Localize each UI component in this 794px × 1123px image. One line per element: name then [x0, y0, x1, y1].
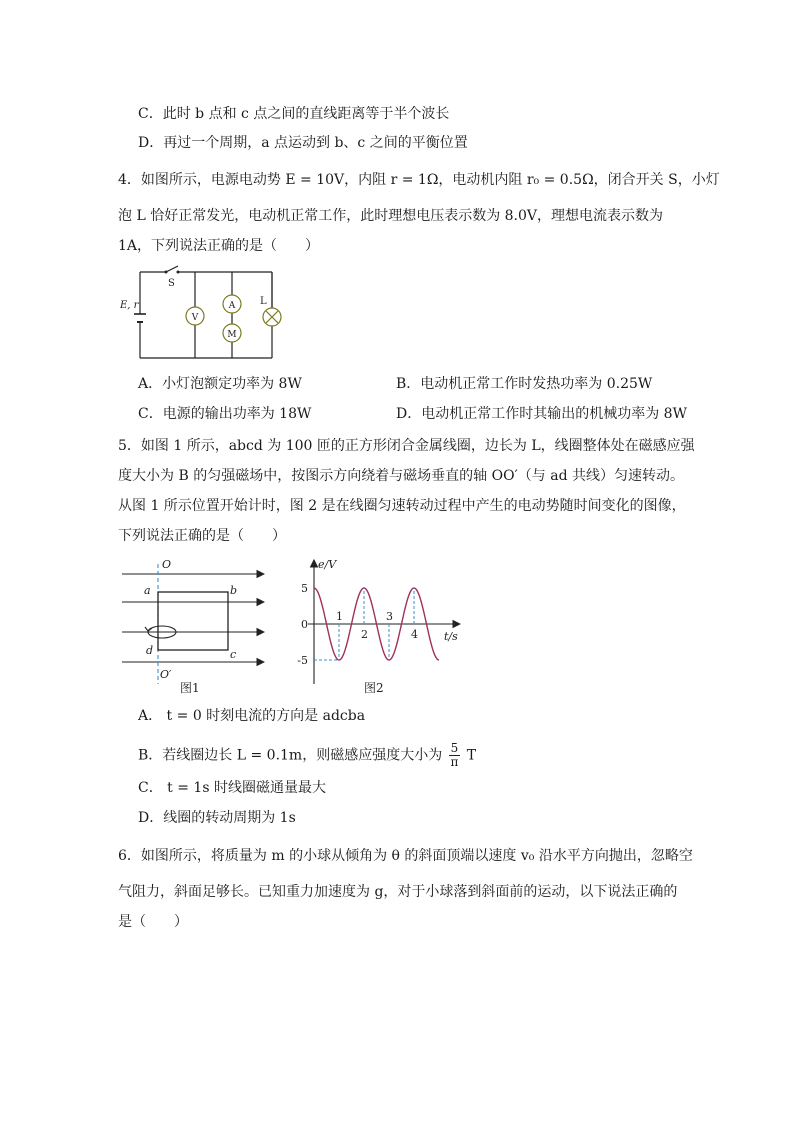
- label-b: b: [230, 584, 238, 597]
- q4-option-b: B．电动机正常工作时发热功率为 0.25W: [396, 376, 653, 392]
- q3-option-c: C．此时 b 点和 c 点之间的直线距离等于半个波长: [138, 106, 450, 122]
- x-tick-label-2: 2: [361, 628, 368, 641]
- q6-stem-line3: 是（ ）: [118, 914, 188, 930]
- label-switch: S: [168, 278, 175, 289]
- y-tick-label--5: -5: [297, 654, 308, 667]
- q5-stem-line3: 从图 1 所示位置开始计时，图 2 是在线圈匀速转动过程中产生的电动势随时间变化的图像，: [118, 498, 686, 514]
- q4-option-a: A．小灯泡额定功率为 8W: [138, 376, 302, 392]
- figure2-caption: 图2: [364, 681, 384, 695]
- y-tick-label-5: 5: [301, 582, 308, 595]
- x-axis-label: t/s: [444, 630, 458, 643]
- figure1-caption: 图1: [180, 681, 200, 695]
- label-ammeter: A: [228, 301, 236, 311]
- q3-option-d: D．再过一个周期，a 点运动到 b、c 之间的平衡位置: [138, 135, 468, 151]
- y-axis-label: e/V: [318, 558, 337, 571]
- q5-stem-line2: 度大小为 B 的匀强磁场中，按图示方向绕着与磁场垂直的轴 OO′（与 ad 共线）匀速转动。: [118, 468, 684, 484]
- q6-stem-line2: 气阻力，斜面足够长。已知重力加速度为 g，对于小球落到斜面前的运动，以下说法正确的: [118, 884, 678, 900]
- label-motor: M: [227, 330, 237, 340]
- q5-stem-line4: 下列说法正确的是（ ）: [118, 528, 286, 544]
- x-tick-label-4: 4: [411, 628, 418, 641]
- q6-stem-line1: 6．如图所示，将质量为 m 的小球从倾角为 θ 的斜面顶端以速度 v₀ 沿水平方向抛出，忽略空: [118, 848, 693, 864]
- q4-stem-line3: 1A，下列说法正确的是（ ）: [118, 238, 320, 254]
- q5-stem-line1: 5．如图 1 所示，abcd 为 100 匝的正方形闭合金属线圈，边长为 L，线圈整体处在磁感应强: [118, 438, 695, 454]
- q5-option-a: A． t = 0 时刻电流的方向是 adcba: [138, 708, 366, 724]
- q4-option-c: C．电源的输出功率为 18W: [138, 406, 312, 422]
- label-c: c: [230, 648, 237, 661]
- q5-option-b-text: B．若线圈边长 L = 0.1m，则磁感应强度大小为: [138, 747, 443, 764]
- label-lamp: L: [260, 296, 267, 307]
- q5-fraction: [449, 742, 461, 769]
- x-tick-label-1: 1: [336, 610, 343, 623]
- q5-option-b-unit: T: [466, 747, 477, 764]
- label-d: d: [146, 644, 154, 657]
- coil-square: [158, 592, 228, 650]
- label-a: a: [144, 584, 151, 597]
- label-O-prime: O′: [160, 668, 172, 681]
- q4-option-d: D．电动机正常工作时其输出的机械功率为 8W: [396, 406, 687, 422]
- label-voltmeter: V: [191, 313, 199, 323]
- q5-fraction-numerator: 5: [450, 741, 459, 755]
- q5-option-b: [138, 742, 476, 769]
- q4-stem-line2: 泡 L 恰好正常发光，电动机正常工作，此时理想电压表示数为 8.0V，理想电流表示数为: [118, 208, 664, 224]
- q4-stem-line1: 4．如图所示，电源电动势 E = 10V，内阻 r = 1Ω，电动机内阻 r₀ = 0.5Ω，闭合开关 S，小灯: [118, 172, 720, 188]
- q4-circuit-diagram: [118, 262, 288, 362]
- q5-fraction-denominator: π: [450, 755, 459, 769]
- q5-figure2-chart: [290, 556, 465, 696]
- label-emf: E, r: [120, 300, 139, 311]
- label-O: O: [162, 558, 172, 571]
- x-tick-label-3: 3: [386, 610, 393, 623]
- q5-option-d: D．线圈的转动周期为 1s: [138, 810, 296, 826]
- y-tick-label-0: 0: [301, 618, 308, 631]
- q5-figure1-coil: [118, 556, 268, 696]
- q5-option-c: C． t = 1s 时线圈磁通量最大: [138, 780, 326, 796]
